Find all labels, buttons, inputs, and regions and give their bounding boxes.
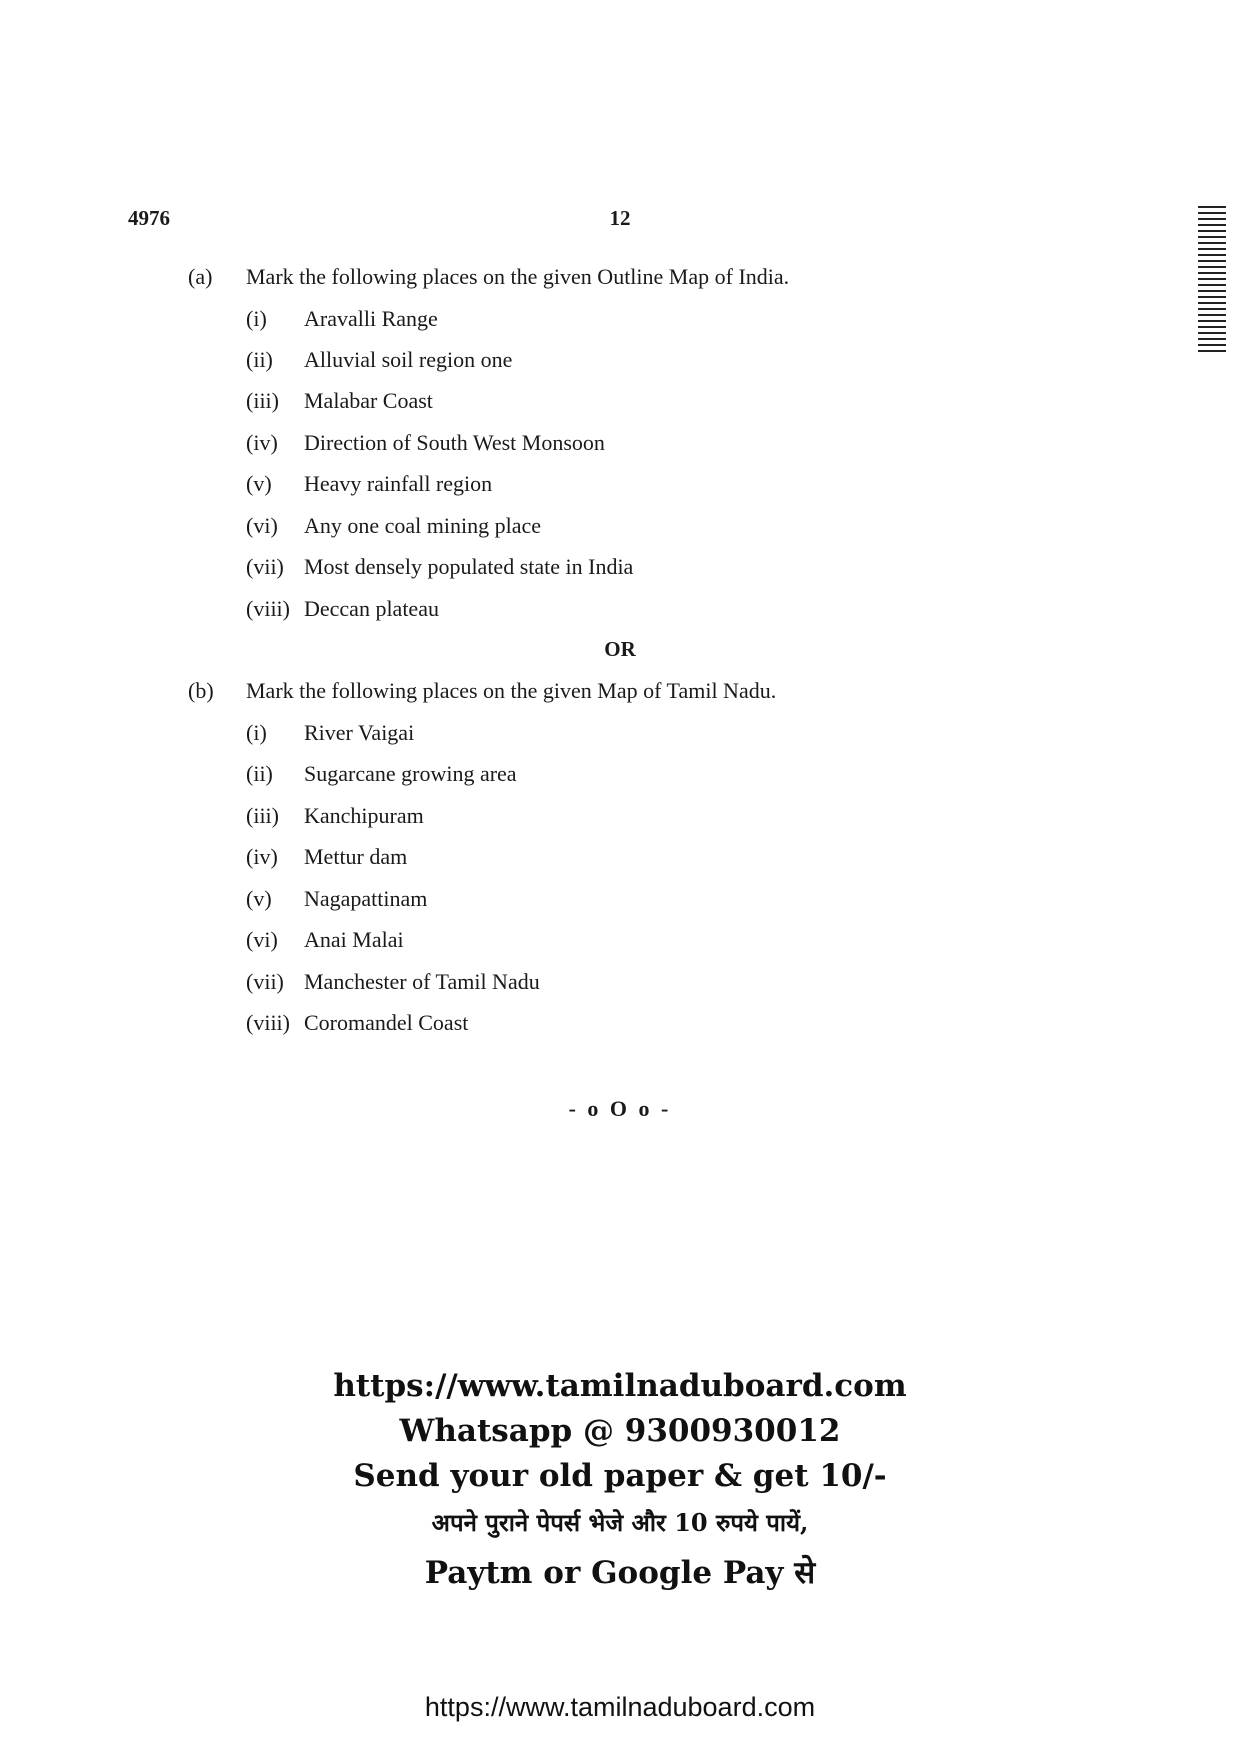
item-text: Heavy rainfall region bbox=[304, 471, 493, 496]
item-number: (iii) bbox=[246, 388, 279, 413]
item-number: (vii) bbox=[246, 554, 284, 579]
item-text: Most densely populated state in India bbox=[304, 554, 634, 579]
item-number: (vii) bbox=[246, 969, 284, 994]
item-text: River Vaigai bbox=[304, 720, 415, 745]
item-number: (viii) bbox=[246, 596, 290, 621]
footer-url[interactable]: https://www.tamilnaduboard.com bbox=[424, 1692, 816, 1722]
paper-code: 4976 bbox=[128, 206, 170, 230]
promo-offer: Send your old paper & get 10/- bbox=[353, 1458, 887, 1494]
item-number: (v) bbox=[246, 886, 272, 911]
end-of-paper-mark: - o O o - bbox=[568, 1096, 672, 1121]
item-number: (ii) bbox=[246, 347, 273, 372]
question-b-instruction: Mark the following places on the given Map of Tamil Nadu. bbox=[246, 678, 777, 703]
promo-whatsapp: Whatsapp @ 9300930012 bbox=[399, 1413, 841, 1449]
question-a-instruction: Mark the following places on the given Outline Map of India. bbox=[246, 264, 790, 289]
item-number: (viii) bbox=[246, 1010, 290, 1035]
item-number: (iii) bbox=[246, 803, 279, 828]
or-divider: OR bbox=[604, 637, 636, 661]
item-text: Nagapattinam bbox=[304, 886, 428, 911]
item-number: (vi) bbox=[246, 513, 278, 538]
item-number: (i) bbox=[246, 306, 267, 331]
item-text: Deccan plateau bbox=[304, 596, 439, 621]
item-number: (v) bbox=[246, 471, 272, 496]
item-text: Any one coal mining place bbox=[304, 513, 542, 538]
item-text: Direction of South West Monsoon bbox=[304, 430, 605, 455]
promo-payment: Paytm or Google Pay से bbox=[424, 1555, 816, 1591]
item-text: Alluvial soil region one bbox=[304, 347, 513, 372]
item-number: (i) bbox=[246, 720, 267, 745]
item-text: Coromandel Coast bbox=[304, 1010, 469, 1035]
question-b-label: (b) bbox=[188, 678, 214, 703]
question-a-label: (a) bbox=[188, 264, 213, 289]
item-number: (iv) bbox=[246, 844, 278, 869]
item-text: Malabar Coast bbox=[304, 388, 433, 413]
promo-hindi-line: अपने पुराने पेपर्स भेजे और 10 रुपये पायें, bbox=[431, 1508, 809, 1537]
item-number: (vi) bbox=[246, 927, 278, 952]
item-text: Mettur dam bbox=[304, 844, 408, 869]
promo-url[interactable]: https://www.tamilnaduboard.com bbox=[333, 1368, 907, 1404]
item-text: Manchester of Tamil Nadu bbox=[304, 969, 540, 994]
item-text: Aravalli Range bbox=[304, 306, 438, 331]
item-text: Kanchipuram bbox=[304, 803, 424, 828]
item-text: Anai Malai bbox=[304, 927, 404, 952]
item-text: Sugarcane growing area bbox=[304, 761, 517, 786]
item-number: (iv) bbox=[246, 430, 278, 455]
page-number: 12 bbox=[609, 206, 631, 230]
barcode bbox=[1198, 206, 1226, 352]
item-number: (ii) bbox=[246, 761, 273, 786]
